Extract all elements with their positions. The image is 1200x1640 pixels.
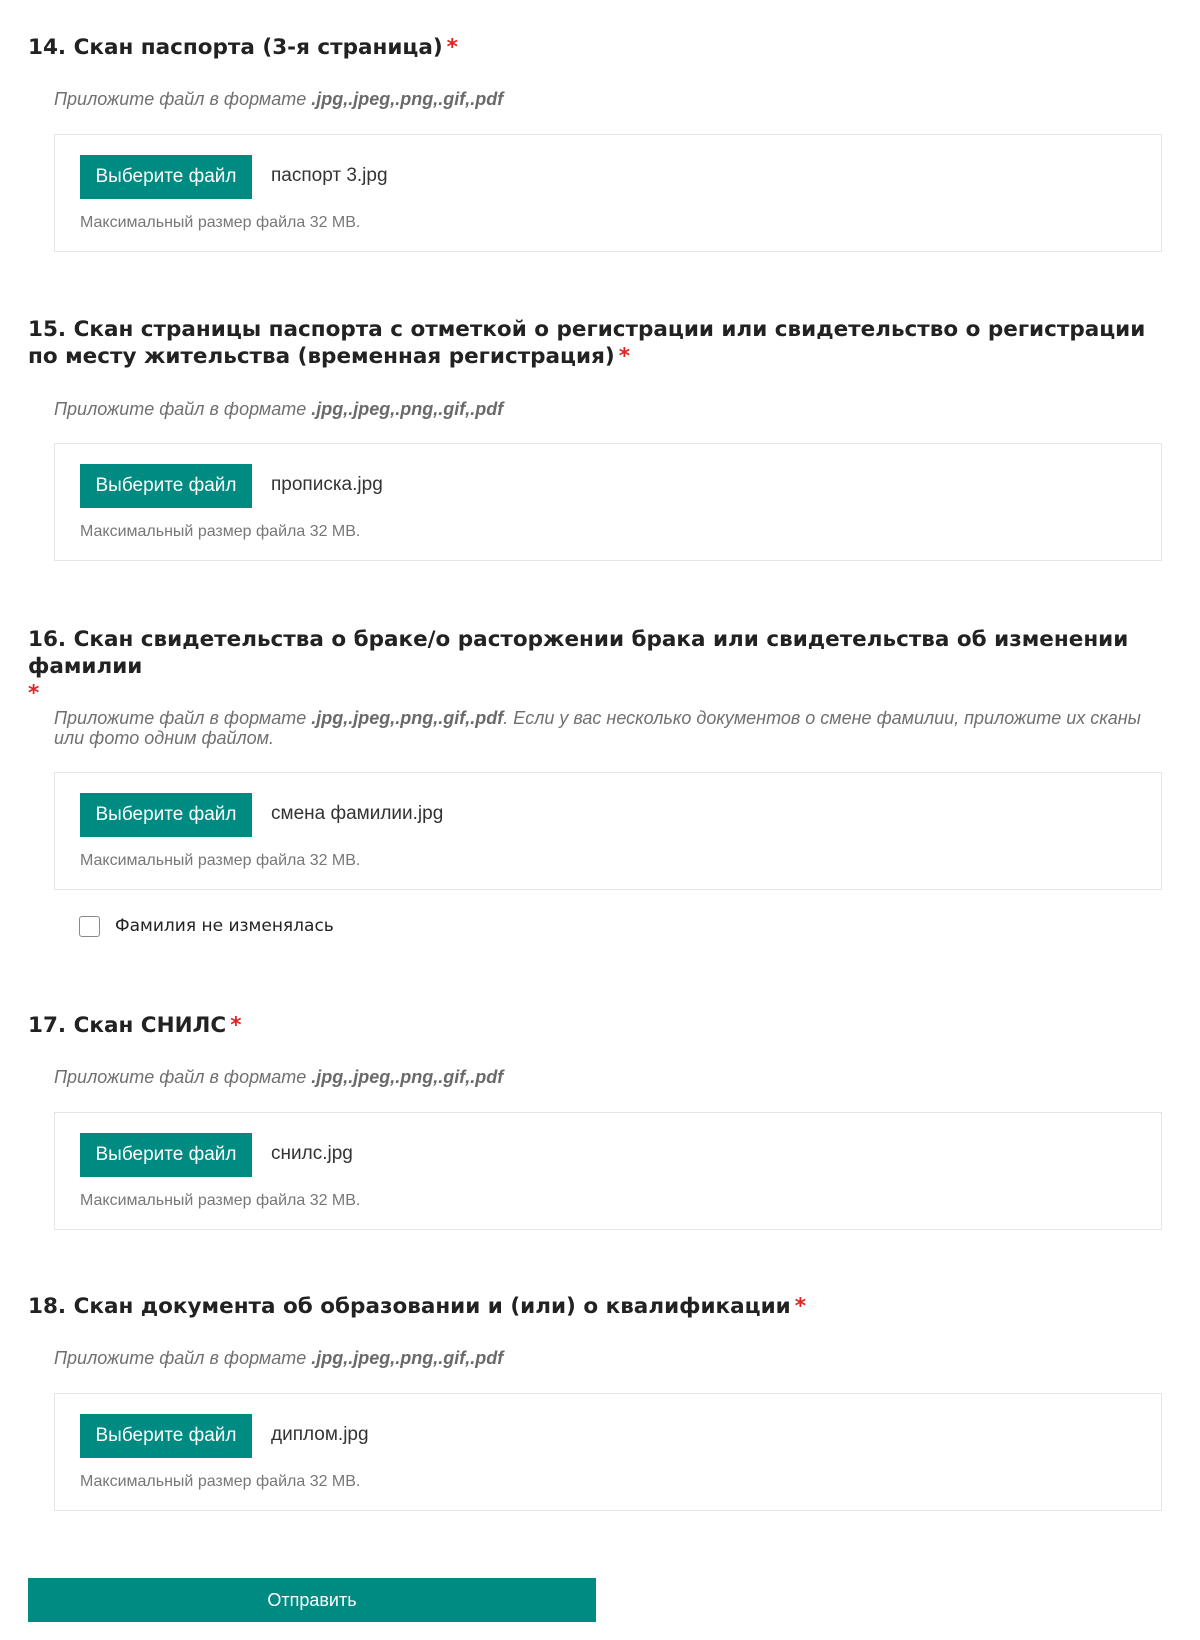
max-file-size-note: Максимальный размер файла 32 MB.: [80, 1473, 361, 1490]
choose-file-button[interactable]: Выберите файл: [80, 1133, 252, 1177]
required-asterisk: *: [618, 344, 630, 369]
question-16-title: 16. Скан свидетельства о браке/о расторжении брака или свидетельства об изменении фамилии *: [28, 626, 1172, 707]
question-14-hint: Приложите файл в формате .jpg,.jpeg,.png,.gif,.pdf: [54, 89, 504, 109]
selected-file-name: прописка.jpg: [271, 474, 383, 495]
choose-file-button[interactable]: Выберите файл: [80, 155, 252, 199]
question-17-hint: Приложите файл в формате .jpg,.jpeg,.png,.gif,.pdf: [54, 1067, 504, 1087]
question-15: [28, 316, 1172, 540]
question-17-upload-box: [54, 1112, 1162, 1230]
question-15-upload-box: [54, 443, 1162, 561]
question-15-hint: Приложите файл в формате .jpg,.jpeg,.png,.gif,.pdf: [54, 399, 504, 419]
required-asterisk: *: [794, 1294, 806, 1319]
choose-file-button[interactable]: Выберите файл: [80, 793, 252, 837]
question-18-upload-box: [54, 1393, 1162, 1511]
question-15-title: 15. Скан страницы паспорта с отметкой о регистрации или свидетельство о регистрации по месту жительства (временная регистрация) *: [28, 317, 1146, 369]
selected-file-name: смена фамилии.jpg: [271, 803, 444, 824]
question-18: [28, 1293, 1172, 1490]
required-asterisk: *: [28, 681, 40, 706]
question-17: [28, 1012, 1172, 1209]
question-14: [28, 34, 1172, 231]
selected-file-name: паспорт 3.jpg: [271, 165, 388, 186]
max-file-size-note: Максимальный размер файла 32 MB.: [80, 852, 361, 869]
question-18-title: 18. Скан документа об образовании и (или) о квалификации *: [28, 1294, 806, 1319]
question-18-hint: Приложите файл в формате .jpg,.jpeg,.png,.gif,.pdf: [54, 1348, 504, 1368]
question-16-upload-box: [54, 772, 1162, 890]
max-file-size-note: Максимальный размер файла 32 MB.: [80, 523, 361, 540]
question-16-hint: Приложите файл в формате .jpg,.jpeg,.png,.gif,.pdf. Если у вас несколько документов о смене фамилии, приложите их сканы или фото одним файлом.: [54, 708, 1141, 748]
question-16: [28, 626, 1172, 869]
required-asterisk: *: [230, 1013, 242, 1038]
choose-file-button[interactable]: Выберите файл: [80, 464, 252, 508]
surname-unchanged-checkbox[interactable]: [79, 916, 100, 937]
question-14-upload-box: [54, 134, 1162, 252]
surname-unchanged-label[interactable]: Фамилия не изменялась: [115, 916, 334, 936]
submit-button[interactable]: Отправить: [28, 1578, 596, 1622]
selected-file-name: диплом.jpg: [271, 1424, 369, 1445]
question-14-title: 14. Скан паспорта (3-я страница) *: [28, 35, 458, 60]
max-file-size-note: Максимальный размер файла 32 MB.: [80, 1192, 361, 1209]
selected-file-name: снилс.jpg: [271, 1143, 353, 1164]
surname-unchanged-option[interactable]: [79, 914, 334, 938]
max-file-size-note: Максимальный размер файла 32 MB.: [80, 214, 361, 231]
required-asterisk: *: [446, 35, 458, 60]
choose-file-button[interactable]: Выберите файл: [80, 1414, 252, 1458]
question-17-title: 17. Скан СНИЛС *: [28, 1013, 242, 1038]
